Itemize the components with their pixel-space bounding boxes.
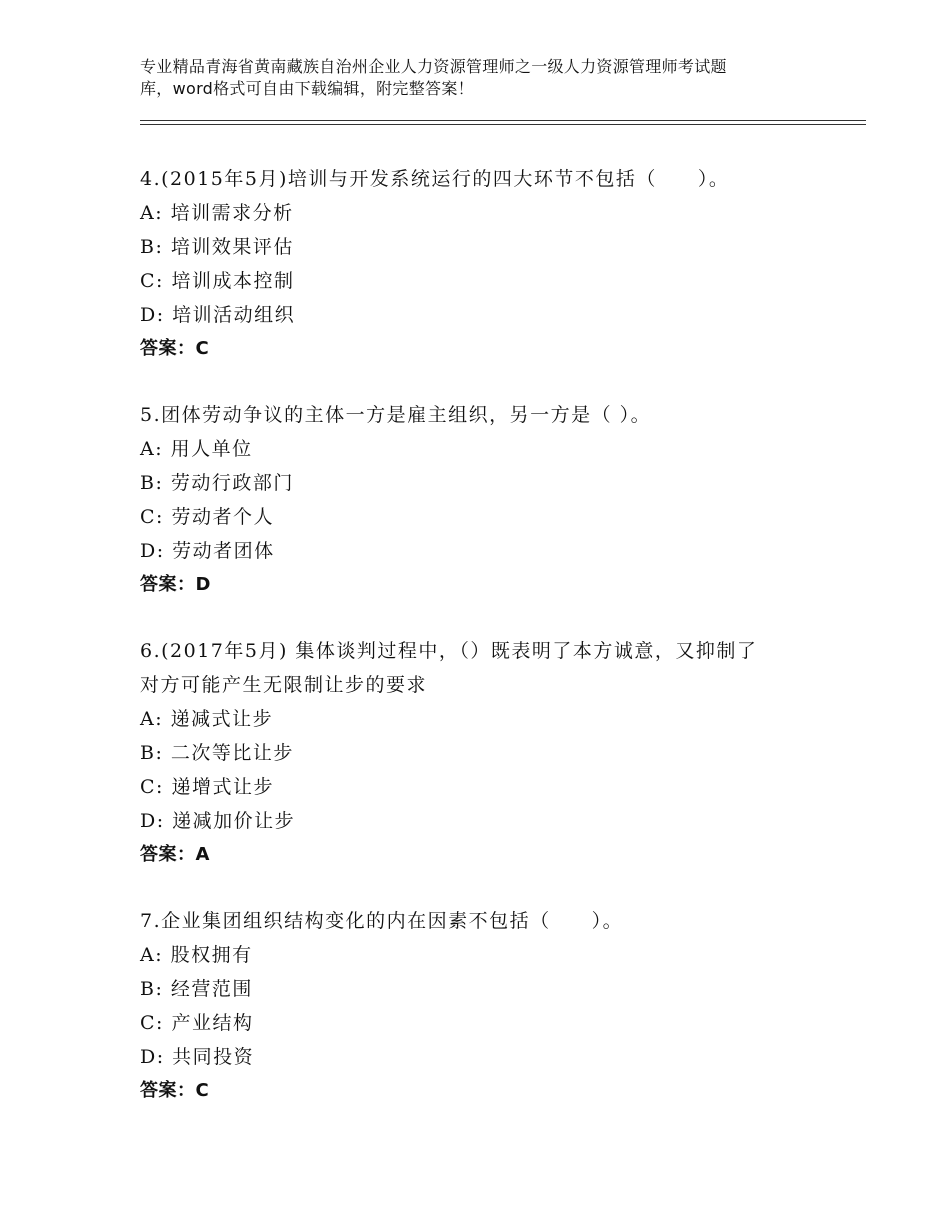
header-line-2: 库，word格式可自由下载编辑，附完整答案！ [140,79,474,98]
option-a: A: 股权拥有 [140,944,253,966]
option-a: A: 培训需求分析 [140,202,294,224]
header-divider-bottom [140,124,866,125]
option-c: C: 产业结构 [140,1012,254,1034]
question-line: 4.(2015年5月)培训与开发系统运行的四大环节不包括（ ）。 [140,168,730,190]
header-divider-top [140,120,866,121]
answer-label: 答案：C [140,338,210,359]
option-b: B: 经营范围 [140,978,253,1000]
answer-label: 答案：C [140,1080,210,1101]
question-list [140,162,840,1140]
question-5 [140,398,840,602]
option-b: B: 培训效果评估 [140,236,294,258]
header-line-1: 专业精品青海省黄南藏族自治州企业人力资源管理师之一级人力资源管理师考试题 [140,57,727,76]
question-text [140,398,840,432]
question-4 [140,162,840,366]
option-b: B: 二次等比让步 [140,742,294,764]
question-line: 对方可能产生无限制让步的要求 [140,674,428,696]
answer-label: 答案：A [140,844,210,865]
option-d: D: 递减加价让步 [140,810,296,832]
option-c: C: 劳动者个人 [140,506,274,528]
question-text [140,634,840,702]
document-header [140,56,840,100]
option-a: A: 递减式让步 [140,708,274,730]
option-c: C: 递增式让步 [140,776,274,798]
option-d: D: 共同投资 [140,1046,255,1068]
answer-label: 答案：D [140,574,211,595]
question-line: 7.企业集团组织结构变化的内在因素不包括（ ）。 [140,910,624,932]
question-6 [140,634,840,872]
option-c: C: 培训成本控制 [140,270,295,292]
option-d: D: 培训活动组织 [140,304,296,326]
option-a: A: 用人单位 [140,438,253,460]
question-line: 6.(2017年5月) 集体谈判过程中，（）既表明了本方诚意，又抑制了 [140,640,758,662]
question-text [140,162,840,196]
option-b: B: 劳动行政部门 [140,472,294,494]
question-7 [140,904,840,1108]
question-line: 5.团体劳动争议的主体一方是雇主组织，另一方是（ ）。 [140,404,652,426]
question-text [140,904,840,938]
option-d: D: 劳动者团体 [140,540,275,562]
